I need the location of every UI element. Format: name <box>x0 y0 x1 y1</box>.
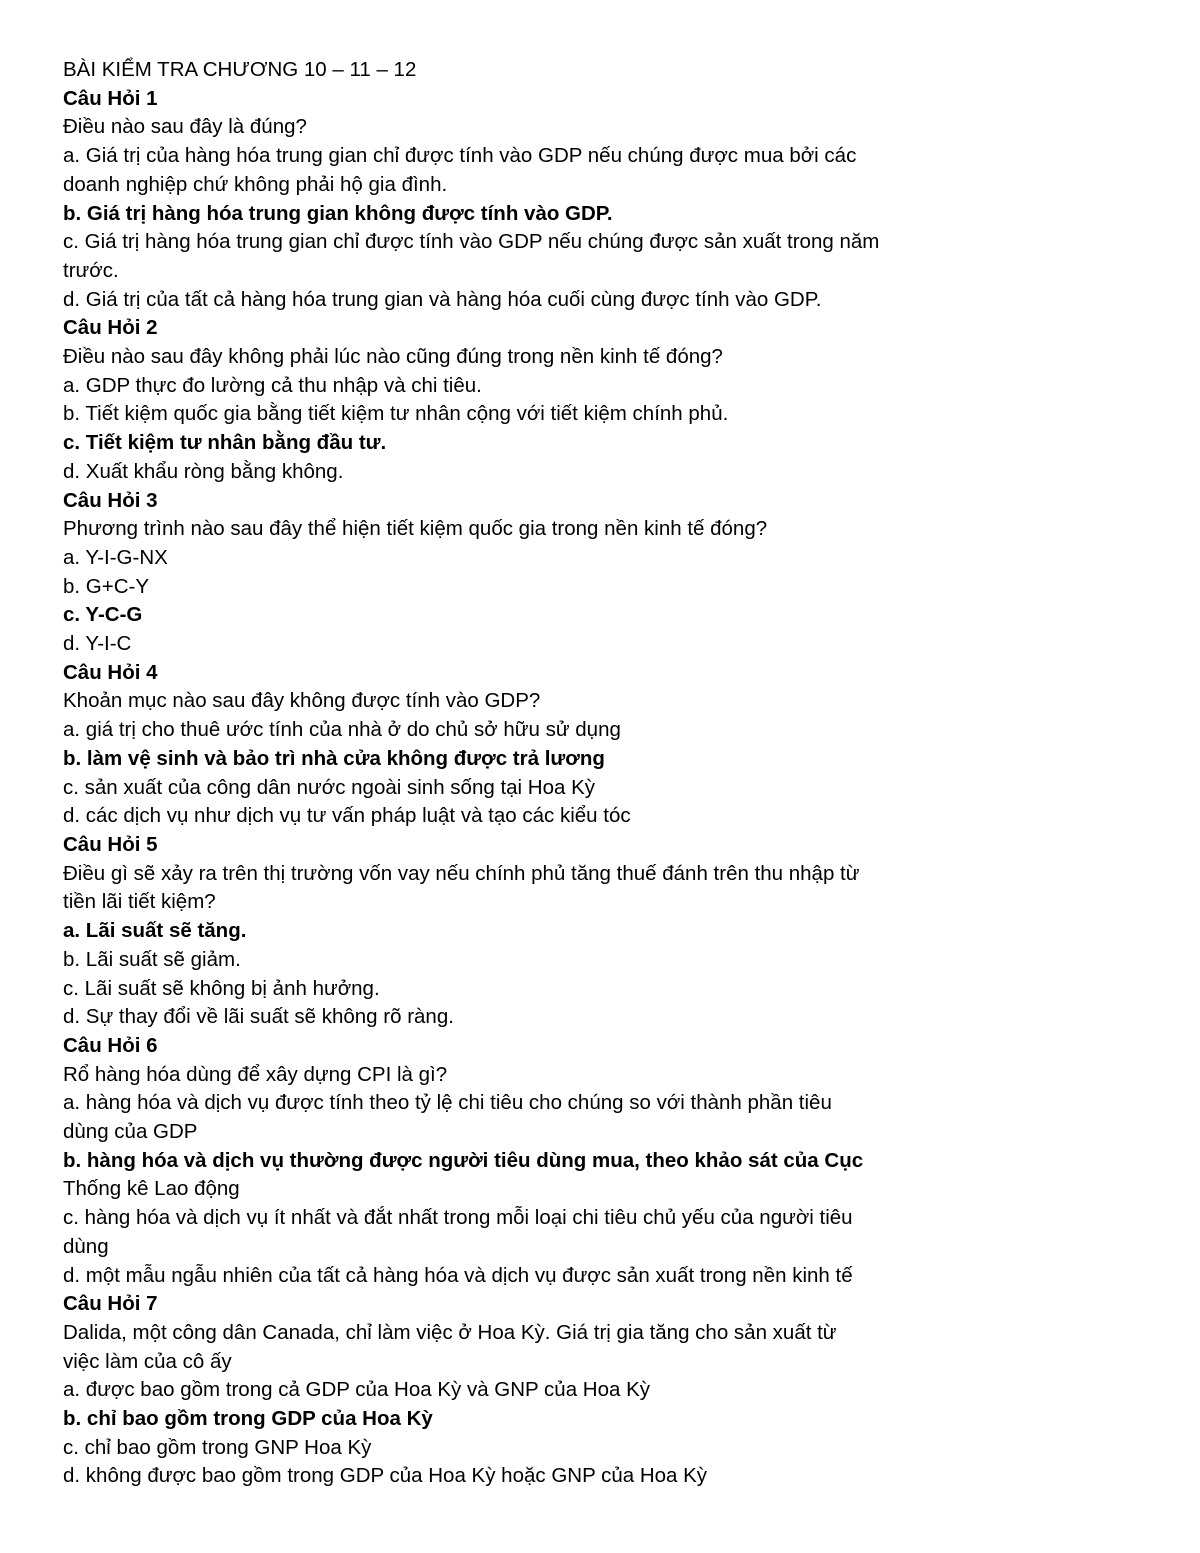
answer-option-line: a. hàng hóa và dịch vụ được tính theo tỷ lệ chi tiêu cho chúng so với thành phần tiêu <box>63 1091 832 1115</box>
answer-option-a <box>63 917 1023 946</box>
question-5 <box>63 831 1023 1032</box>
answer-option-c <box>63 1204 1023 1261</box>
question-heading: Câu Hỏi 5 <box>63 832 158 856</box>
answer-option-line: c. Giá trị hàng hóa trung gian chỉ được tính vào GDP nếu chúng được sản xuất trong năm <box>63 230 880 254</box>
answer-option-line: c. Tiết kiệm tư nhân bằng đầu tư. <box>63 431 387 455</box>
question-prompt: Khoản mục nào sau đây không được tính vào GDP? <box>63 689 541 713</box>
answer-option-line: d. một mẫu ngẫu nhiên của tất cả hàng hóa và dịch vụ được sản xuất trong nền kinh tế <box>63 1263 853 1287</box>
question-heading: Câu Hỏi 7 <box>63 1292 158 1316</box>
answer-option-line: c. Lãi suất sẽ không bị ảnh hưởng. <box>63 976 380 1000</box>
answer-option-b <box>63 200 1023 229</box>
question-6 <box>63 1032 1023 1290</box>
answer-option-line: a. Y-I-G-NX <box>63 545 168 569</box>
question-prompt: Điều gì sẽ xảy ra trên thị trường vốn vay nếu chính phủ tăng thuế đánh trên thu nhập từ <box>63 861 860 885</box>
answer-option-c <box>63 774 1023 803</box>
answer-option-line: d. các dịch vụ như dịch vụ tư vấn pháp luật và tạo các kiểu tóc <box>63 804 631 828</box>
question-heading: Câu Hỏi 4 <box>63 660 158 684</box>
question-heading: Câu Hỏi 2 <box>63 316 158 340</box>
answer-option-d <box>63 630 1023 659</box>
question-1 <box>63 85 1023 315</box>
answer-option-line: c. chỉ bao gồm trong GNP Hoa Kỳ <box>63 1435 372 1459</box>
answer-option-line: c. Y-C-G <box>63 603 143 627</box>
answer-option-line: b. làm vệ sinh và bảo trì nhà cửa không được trả lương <box>63 746 605 770</box>
answer-option-c <box>63 975 1023 1004</box>
answer-option-c <box>63 228 1023 285</box>
answer-option-b <box>63 400 1023 429</box>
answer-option-line: a. Lãi suất sẽ tăng. <box>63 919 247 943</box>
answer-option-d <box>63 286 1023 315</box>
answer-option-line: a. được bao gồm trong cả GDP của Hoa Kỳ và GNP của Hoa Kỳ <box>63 1378 651 1402</box>
answer-option-line: b. Tiết kiệm quốc gia bằng tiết kiệm tư nhân cộng với tiết kiệm chính phủ. <box>63 402 729 426</box>
answer-option-a <box>63 716 1023 745</box>
question-prompt: Điều nào sau đây là đúng? <box>63 115 307 139</box>
question-4 <box>63 659 1023 831</box>
answer-option-line: d. Giá trị của tất cả hàng hóa trung gian và hàng hóa cuối cùng được tính vào GDP. <box>63 287 822 311</box>
question-prompt: Rổ hàng hóa dùng để xây dựng CPI là gì? <box>63 1062 448 1086</box>
question-3 <box>63 487 1023 659</box>
answer-option-a <box>63 544 1023 573</box>
answer-option-line: c. hàng hóa và dịch vụ ít nhất và đắt nhất trong mỗi loại chi tiêu chủ yếu của người tiêu <box>63 1206 853 1230</box>
document-title: BÀI KIỂM TRA CHƯƠNG 10 – 11 – 12 <box>63 58 417 81</box>
answer-option-line: b. Giá trị hàng hóa trung gian không được tính vào GDP. <box>63 201 613 225</box>
answer-option-b <box>63 745 1023 774</box>
question-prompt: việc làm của cô ấy <box>63 1349 232 1373</box>
answer-option-line: trước. <box>63 258 119 282</box>
answer-option-a <box>63 372 1023 401</box>
answer-option-d <box>63 1262 1023 1291</box>
answer-option-c <box>63 429 1023 458</box>
answer-option-b <box>63 946 1023 975</box>
answer-option-line: d. Sự thay đổi về lãi suất sẽ không rõ ràng. <box>63 1005 454 1029</box>
answer-option-line: Thống kê Lao động <box>63 1177 240 1201</box>
document-page <box>63 56 1023 1491</box>
question-prompt: Điều nào sau đây không phải lúc nào cũng đúng trong nền kinh tế đóng? <box>63 345 723 369</box>
question-list <box>63 85 1023 1491</box>
answer-option-line: dùng <box>63 1234 109 1258</box>
question-prompt: Dalida, một công dân Canada, chỉ làm việc ở Hoa Kỳ. Giá trị gia tăng cho sản xuất từ <box>63 1320 837 1344</box>
question-2 <box>63 314 1023 486</box>
question-heading: Câu Hỏi 3 <box>63 488 158 512</box>
answer-option-line: b. chỉ bao gồm trong GDP của Hoa Kỳ <box>63 1407 433 1431</box>
answer-option-line: d. Xuất khẩu ròng bằng không. <box>63 459 344 483</box>
question-7 <box>63 1290 1023 1491</box>
answer-option-line: a. Giá trị của hàng hóa trung gian chỉ được tính vào GDP nếu chúng được mua bởi các <box>63 144 857 168</box>
answer-option-line: a. GDP thực đo lường cả thu nhập và chi tiêu. <box>63 373 482 397</box>
answer-option-line: a. giá trị cho thuê ước tính của nhà ở do chủ sở hữu sử dụng <box>63 718 621 742</box>
question-prompt: Phương trình nào sau đây thể hiện tiết kiệm quốc gia trong nền kinh tế đóng? <box>63 517 768 541</box>
question-heading: Câu Hỏi 6 <box>63 1033 158 1057</box>
answer-option-d <box>63 1462 1023 1491</box>
answer-option-c <box>63 1434 1023 1463</box>
answer-option-c <box>63 601 1023 630</box>
answer-option-d <box>63 458 1023 487</box>
answer-option-line: dùng của GDP <box>63 1120 198 1144</box>
answer-option-line: doanh nghiệp chứ không phải hộ gia đình. <box>63 172 448 196</box>
answer-option-a <box>63 142 1023 199</box>
answer-option-d <box>63 1003 1023 1032</box>
answer-option-b <box>63 573 1023 602</box>
question-prompt: tiền lãi tiết kiệm? <box>63 890 216 914</box>
answer-option-line: d. Y-I-C <box>63 632 132 656</box>
answer-option-b <box>63 1147 1023 1204</box>
answer-option-a <box>63 1089 1023 1146</box>
answer-option-a <box>63 1376 1023 1405</box>
answer-option-line: b. G+C-Y <box>63 574 150 598</box>
answer-option-line: b. hàng hóa và dịch vụ thường được người tiêu dùng mua, theo khảo sát của Cục <box>63 1148 864 1172</box>
answer-option-line: d. không được bao gồm trong GDP của Hoa Kỳ hoặc GNP của Hoa Kỳ <box>63 1464 708 1488</box>
answer-option-b <box>63 1405 1023 1434</box>
answer-option-line: c. sản xuất của công dân nước ngoài sinh sống tại Hoa Kỳ <box>63 775 596 799</box>
answer-option-line: b. Lãi suất sẽ giảm. <box>63 947 241 971</box>
question-heading: Câu Hỏi 1 <box>63 86 158 110</box>
answer-option-d <box>63 802 1023 831</box>
